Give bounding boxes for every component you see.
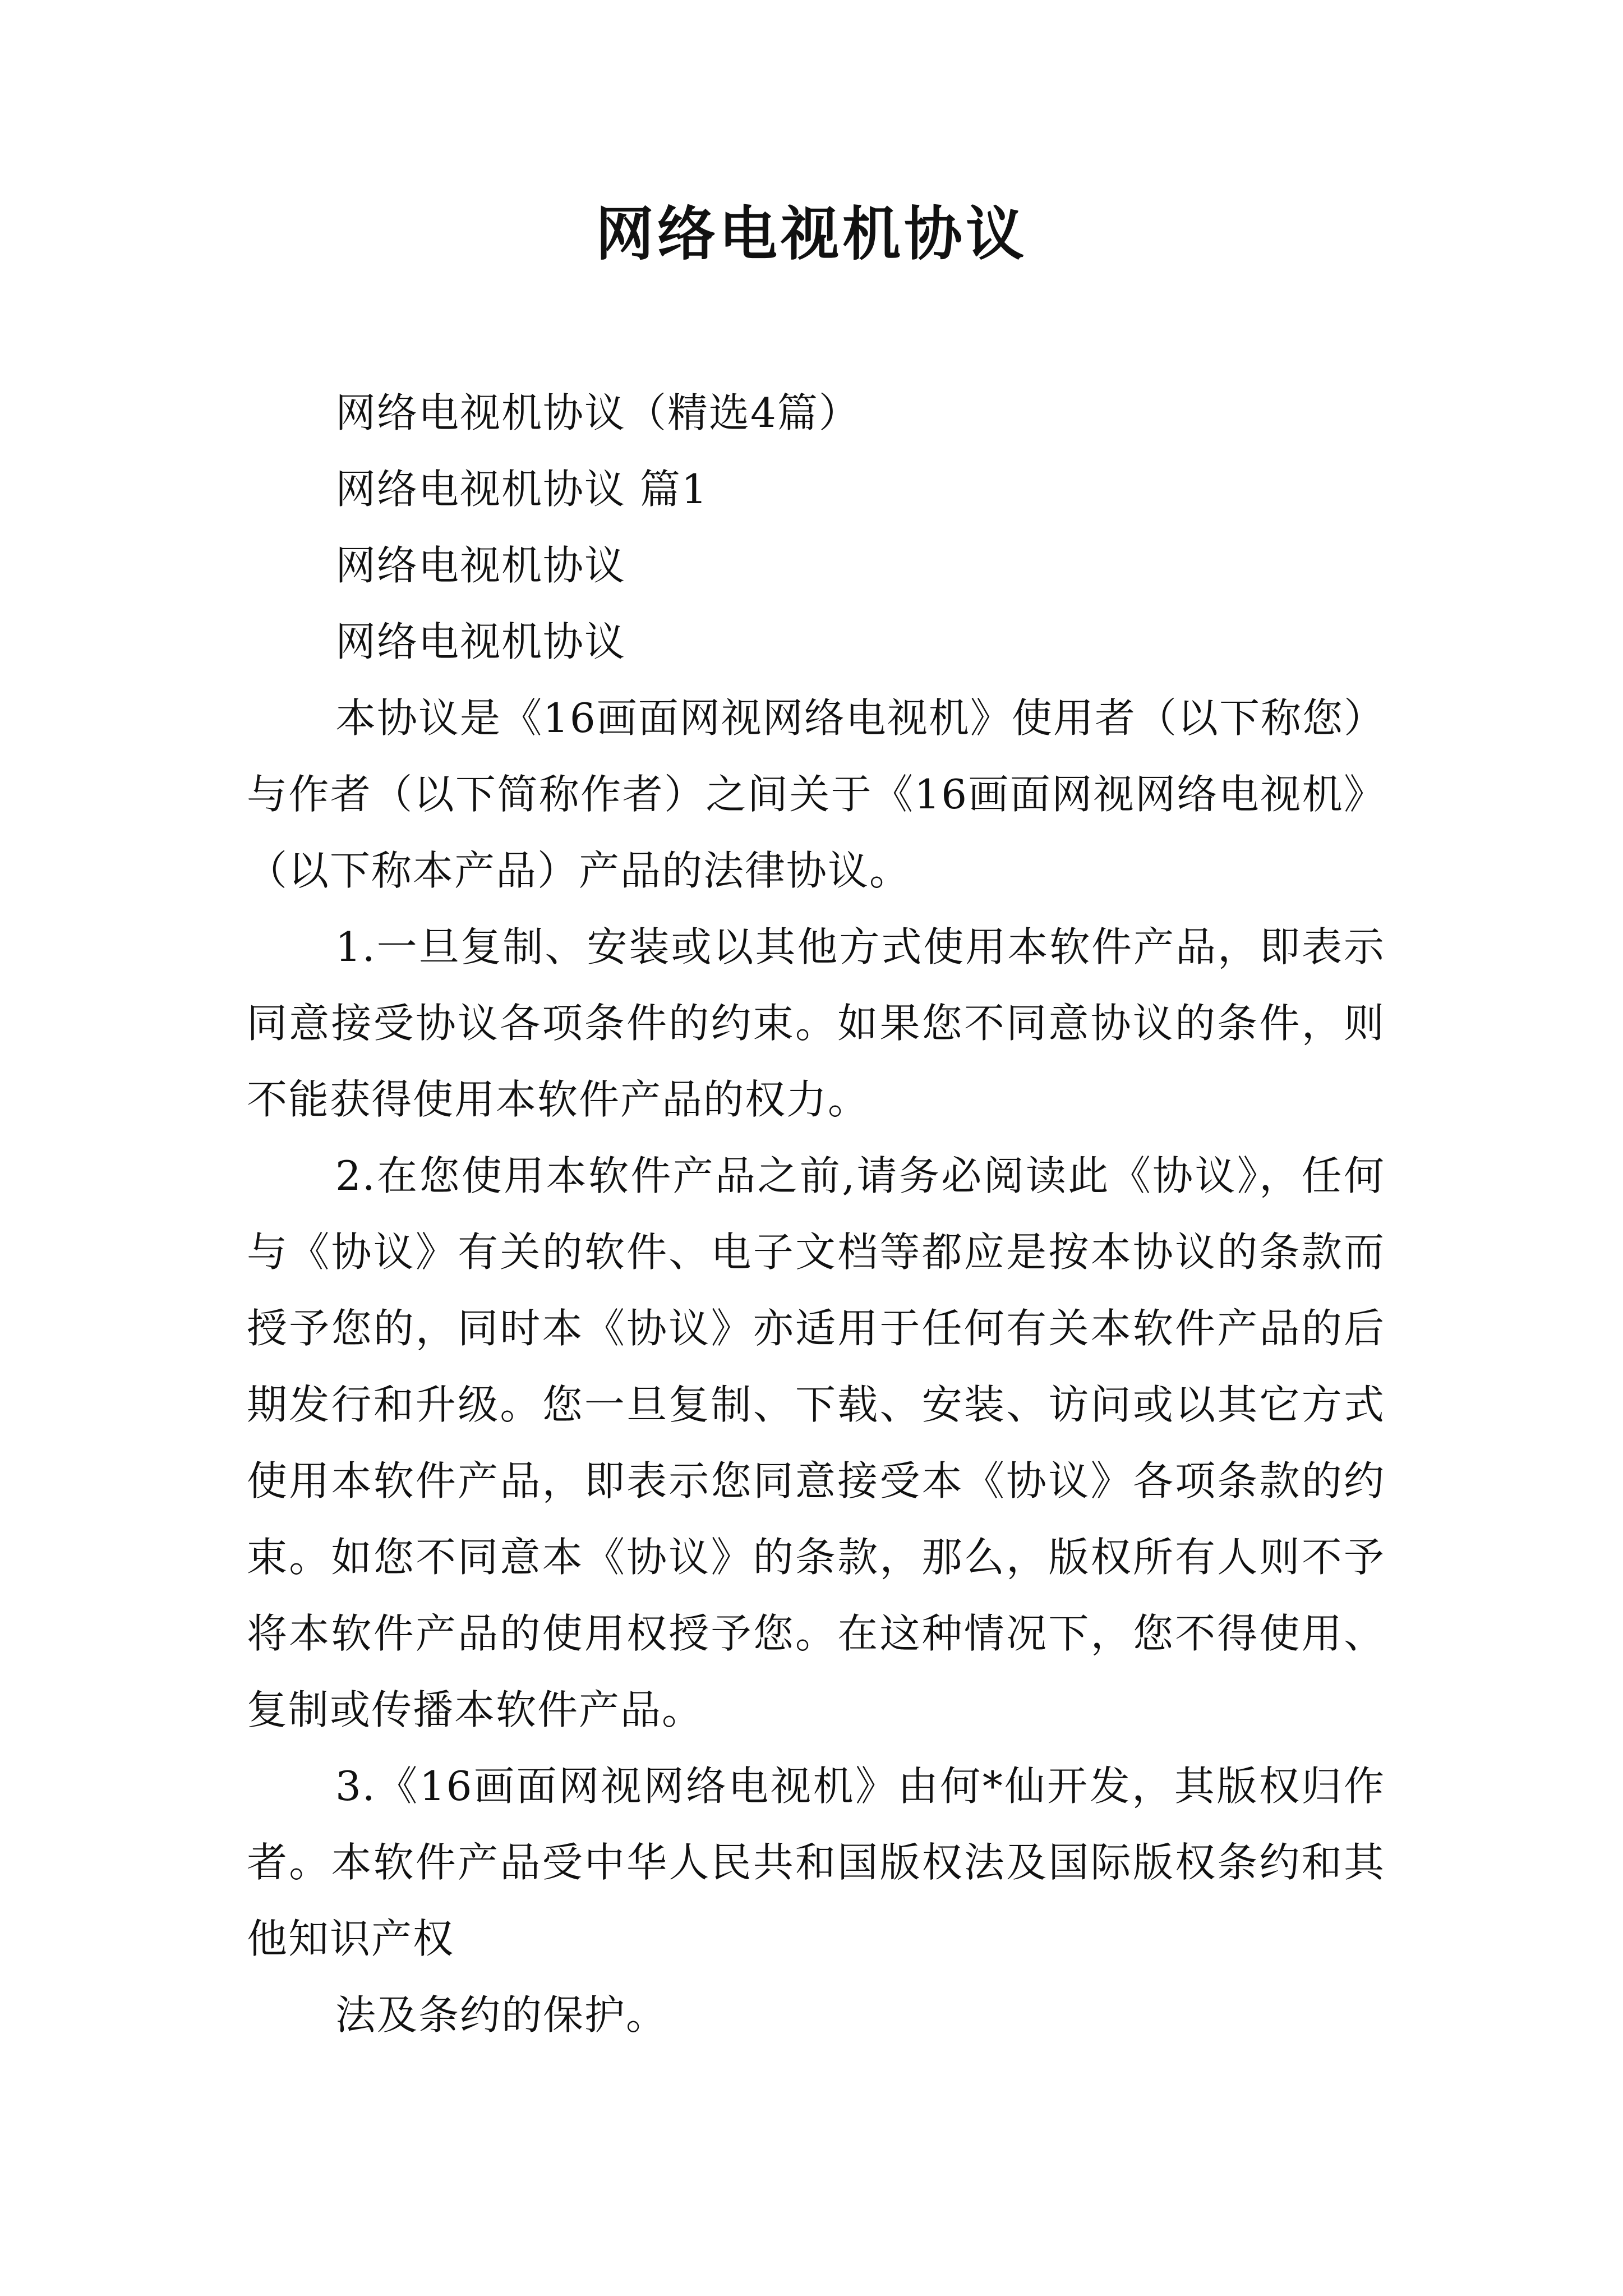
paragraph-clause-3-continued: 法及条约的保护。 — [335, 1991, 668, 2039]
document-body — [247, 375, 1385, 2053]
document-title: 网络电视机协议 — [595, 200, 1027, 268]
paragraph-clause-1: 1.一旦复制、安装或以其他方式使用本软件产品，即表示同意接受协议各项条件的约束。如果您不同意协议的条件，则不能获得使用本软件产品的权力。 — [247, 923, 1385, 1123]
paragraph-intro: 本协议是《16画面网视网络电视机》使用者（以下称您）与作者（以下简称作者）之间关于《16画面网视网络电视机》（以下称本产品）产品的法律协议。 — [247, 694, 1385, 894]
paragraph-clause-2: 2.在您使用本软件产品之前,请务必阅读此《协议》，任何与《协议》有关的软件、电子文档等都应是按本协议的条款而授予您的，同时本《协议》亦适用于任何有关本软件产品的后期发行和升级。您一旦复制、下载、安装、访问或以其它方式使用本软件产品，即表示您同意接受本《协议》各项条款的约束。如您不同意本《协议》的条款，那么，版权所有人则不予将本软件产品的使用权授予您。在这种情况下，您不得使用、复制或传播本软件产品。 — [247, 1152, 1385, 1733]
paragraph-section-heading: 网络电视机协议 篇1 — [335, 466, 708, 513]
paragraph-clause-3: 3.《16画面网视网络电视机》由何*仙开发，其版权归作者。本软件产品受中华人民共和国版权法及国际版权条约和其他知识产权 — [247, 1763, 1385, 1962]
paragraph-subtitle: 网络电视机协议（精选4篇） — [335, 389, 860, 436]
paragraph-heading: 网络电视机协议 — [335, 618, 626, 665]
paragraph-heading: 网络电视机协议 — [335, 542, 626, 589]
